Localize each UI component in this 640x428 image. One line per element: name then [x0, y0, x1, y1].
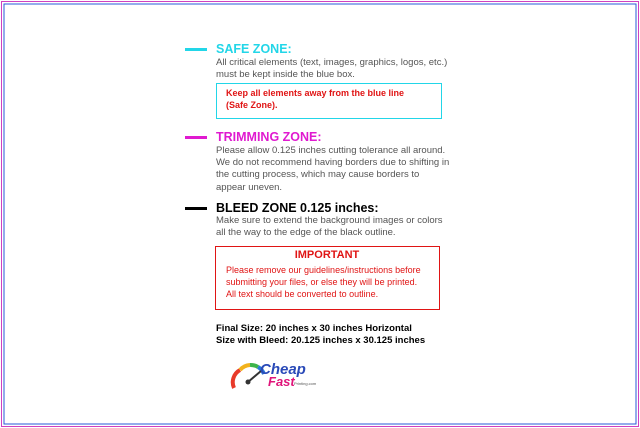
trimming-zone-line: appear uneven. — [216, 181, 283, 193]
safe-zone-line: must be kept inside the blue box. — [216, 69, 355, 81]
trimming-zone-text — [216, 145, 449, 194]
bleed-zone-text — [216, 215, 443, 239]
important-text — [226, 264, 421, 300]
important-box — [215, 246, 440, 310]
important-line: All text should be converted to outline. — [226, 289, 379, 299]
important-line: Please remove our guidelines/instructions before — [226, 265, 421, 275]
trimming-zone-line: Please allow 0.125 inches cutting tolerance all around. — [216, 145, 446, 156]
safe-zone-box-line: (Safe Zone). — [226, 99, 278, 110]
logo-word-cheap: Cheap — [260, 361, 306, 378]
safe-zone-line: All critical elements (text, images, graphics, logos, etc.) — [216, 57, 448, 68]
safe-zone-marker — [185, 48, 207, 51]
important-title: IMPORTANT — [294, 249, 360, 261]
safe-zone-title: SAFE ZONE: — [216, 42, 292, 56]
safe-zone-text — [216, 57, 447, 81]
safe-zone-box-text — [226, 88, 404, 111]
trimming-zone-line: the cutting process, which may cause borders to — [216, 169, 420, 181]
safe-zone-box-line: Keep all elements away from the blue line — [226, 88, 405, 98]
bleed-zone-title: BLEED ZONE 0.125 inches: — [216, 201, 379, 215]
final-size-line: Final Size: 20 inches x 30 inches Horizontal — [216, 323, 412, 334]
trimming-zone-title: TRIMMING ZONE: — [216, 130, 322, 144]
cheapfastprinting-logo — [228, 356, 328, 396]
logo-word-fast: Fast — [268, 374, 295, 389]
bleed-zone-line: Make sure to extend the background images or colors — [216, 215, 443, 226]
important-line: submitting your files, or else they will be printed. — [226, 277, 418, 287]
logo-word-printing: Printing.com — [294, 381, 317, 386]
final-size-info — [216, 323, 425, 348]
trimming-zone-marker — [185, 136, 207, 139]
bleed-zone-line: all the way to the edge of the black outline. — [216, 227, 396, 239]
bleed-size-line: Size with Bleed: 20.125 inches x 30.125 inches — [216, 335, 426, 347]
bleed-zone-marker — [185, 207, 207, 210]
safe-zone-box — [216, 83, 442, 119]
trimming-zone-line: We do not recommend having borders due to shifting in — [216, 157, 450, 169]
